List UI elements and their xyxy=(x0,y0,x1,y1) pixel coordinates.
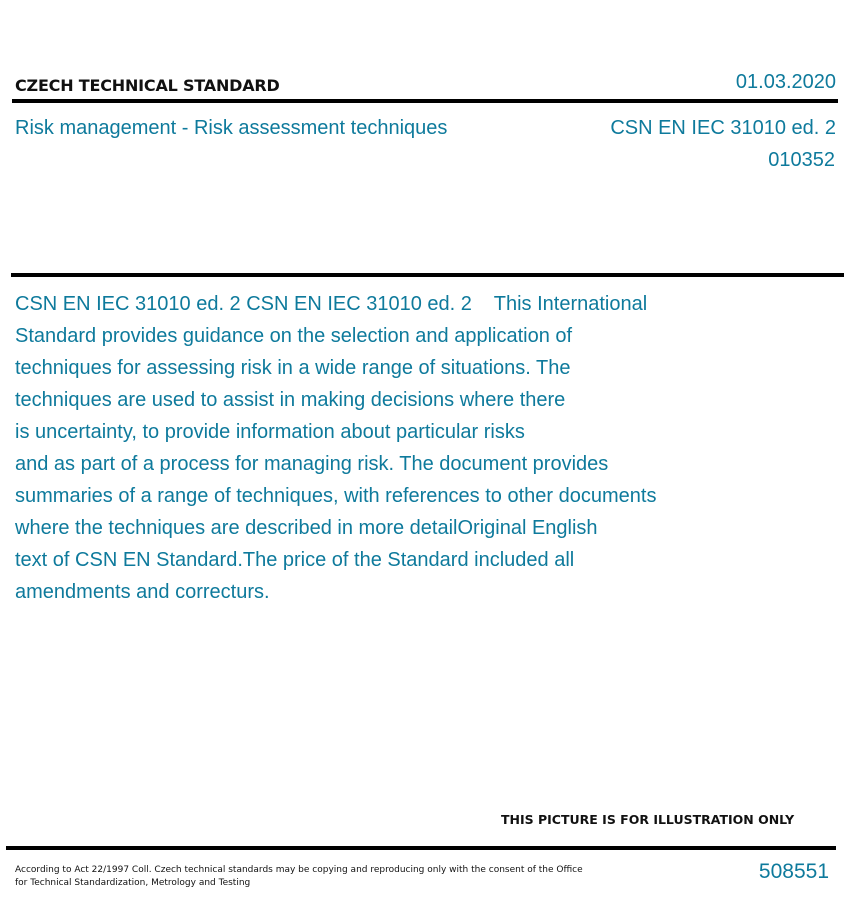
top-divider xyxy=(12,99,838,103)
middle-divider xyxy=(11,273,844,277)
legal-notice-line: According to Act 22/1997 Coll. Czech technical standards may be copying and reproducing only with the consent of the Office xyxy=(15,865,583,875)
description-line: CSN EN IEC 31010 ed. 2 CSN EN IEC 31010 ed. 2 This International xyxy=(15,293,648,315)
description-text xyxy=(15,288,715,608)
document-title: Risk management - Risk assessment techniques xyxy=(15,117,448,139)
description-line: summaries of a range of techniques, with references to other documents xyxy=(15,485,657,507)
standard-type-label: CZECH TECHNICAL STANDARD xyxy=(15,76,280,95)
standard-code: CSN EN IEC 31010 ed. 2 xyxy=(610,117,836,139)
description-line: Standard provides guidance on the selection and application of xyxy=(15,325,573,347)
legal-notice xyxy=(15,864,595,890)
description-line: techniques are used to assist in making decisions where there xyxy=(15,389,566,411)
description-line: techniques for assessing risk in a wide range of situations. The xyxy=(15,357,571,379)
description-line: where the techniques are described in more detailOriginal English xyxy=(15,517,598,539)
bottom-divider xyxy=(6,846,836,850)
description-line: amendments and correcturs. xyxy=(15,581,270,603)
legal-notice-line: for Technical Standardization, Metrology and Testing xyxy=(15,878,251,888)
description-line: and as part of a process for managing risk. The document provides xyxy=(15,453,609,475)
publication-date: 01.03.2020 xyxy=(735,71,836,93)
document-id: 508551 xyxy=(758,860,829,883)
description-line: text of CSN EN Standard.The price of the Standard included all xyxy=(15,549,575,571)
illustration-notice: THIS PICTURE IS FOR ILLUSTRATION ONLY xyxy=(501,812,795,827)
catalog-number: 010352 xyxy=(768,149,835,171)
description-line: is uncertainty, to provide information about particular risks xyxy=(15,421,525,443)
